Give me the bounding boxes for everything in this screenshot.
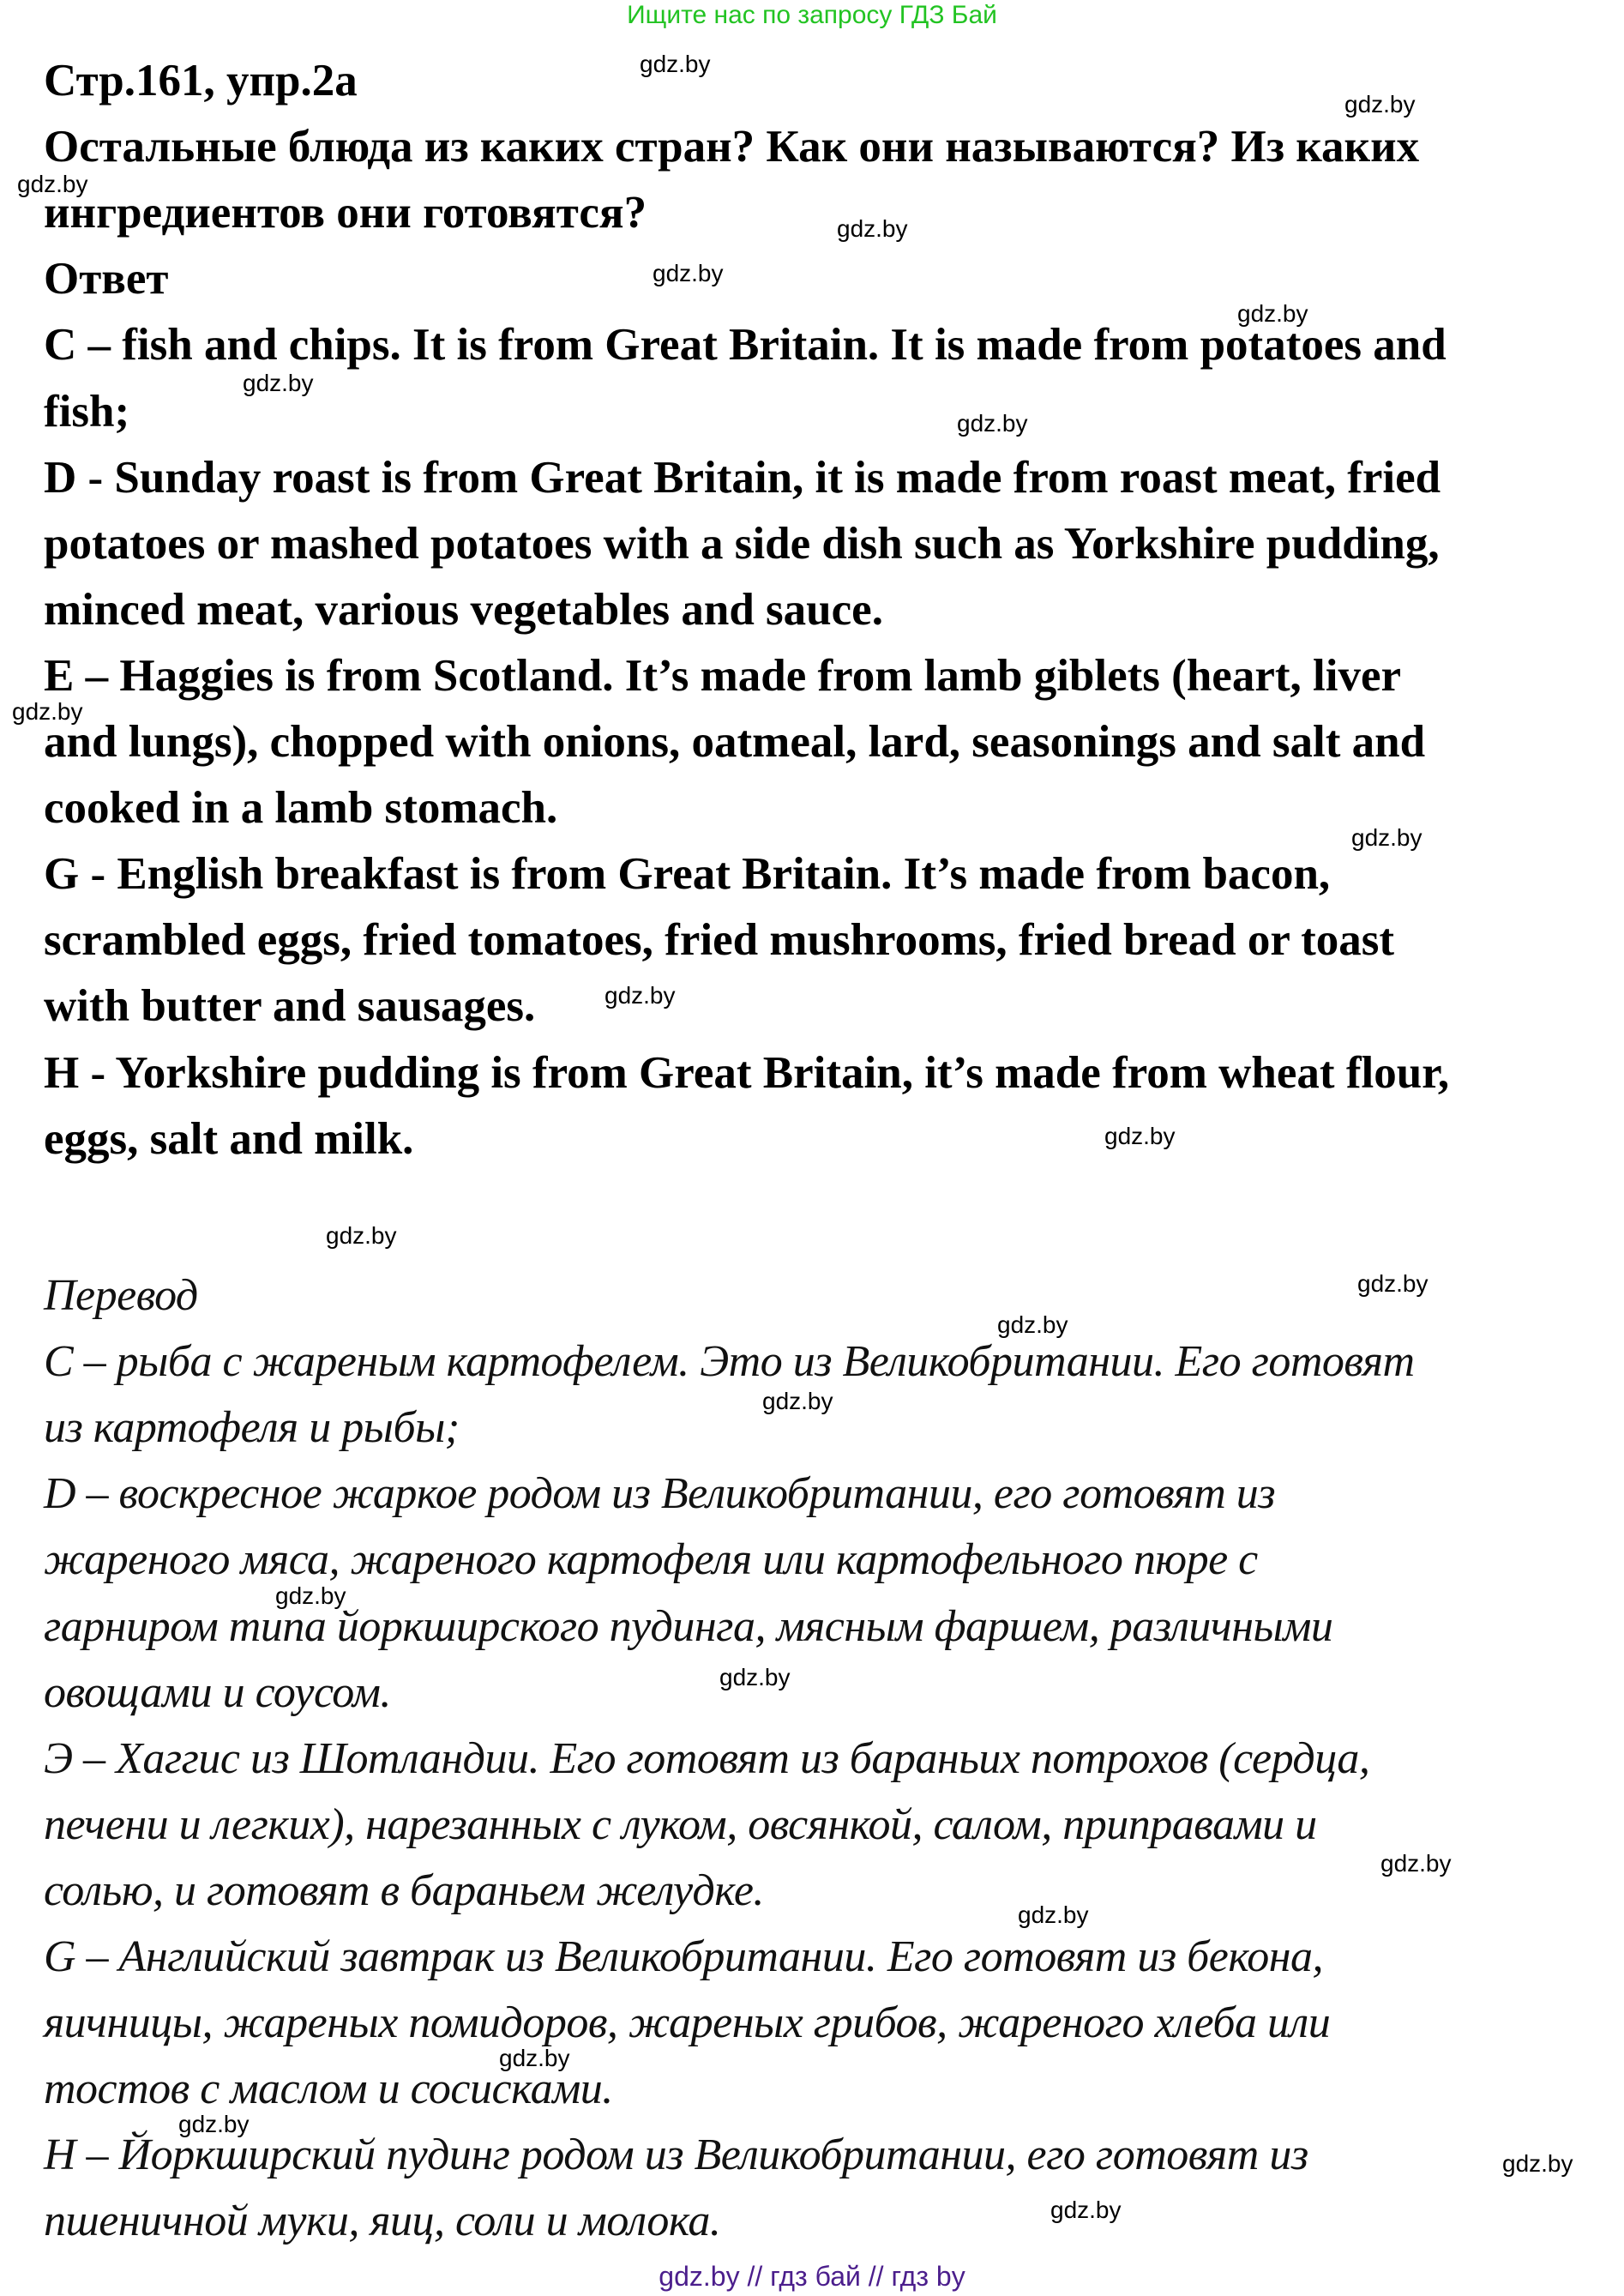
translation-line: Э – Хаггис из Шотландии. Его готовят из бараньих потрохов (сердца, — [44, 1733, 1370, 1783]
answer-line: H - Yorkshire pudding is from Great Britain, it’s made from wheat flour, — [44, 1047, 1450, 1098]
answer-line: D - Sunday roast is from Great Britain, it is made from roast meat, fried — [44, 452, 1441, 503]
answer-line: eggs, salt and milk. — [44, 1113, 414, 1164]
watermark: gdz.by — [640, 51, 711, 77]
translation-line: яичницы, жареных помидоров, жареных грибов, жареного хлеба или — [44, 1998, 1331, 2048]
answer-line: C – fish and chips. It is from Great Britain. It is made from potatoes and — [44, 320, 1447, 371]
watermark: gdz.by — [499, 2045, 570, 2071]
watermark: gdz.by — [243, 370, 314, 396]
watermark: gdz.by — [178, 2111, 250, 2137]
answer-line: cooked in a lamb stomach. — [44, 783, 558, 834]
answer-line: scrambled eggs, fried tomatoes, fried mushrooms, fried bread or toast — [44, 915, 1395, 966]
translation-heading: Перевод — [44, 1271, 198, 1320]
translation-line: C – рыба с жареным картофелем. Это из Великобритании. Его готовят — [44, 1337, 1415, 1387]
footer-links[interactable]: gdz.by // гдз бай // гдз by — [659, 2261, 965, 2292]
watermark: gdz.by — [604, 982, 676, 1009]
watermark: gdz.by — [1018, 1901, 1089, 1928]
translation-line: G – Английский завтрак из Великобритании. Его готовят из бекона, — [44, 1932, 1323, 1981]
watermark: gdz.by — [719, 1664, 791, 1690]
watermark: gdz.by — [1380, 1850, 1452, 1877]
translation-line: тостов с маслом и сосисками. — [44, 2064, 613, 2114]
answer-heading: Ответ — [44, 254, 169, 304]
translation-line: из картофеля и рыбы; — [44, 1403, 460, 1453]
question-line: ингредиентов они готовятся? — [44, 188, 647, 238]
watermark: gdz.by — [1502, 2150, 1573, 2177]
answer-line: potatoes or mashed potatoes with a side dish such as Yorkshire pudding, — [44, 518, 1440, 569]
answer-line: and lungs), chopped with onions, oatmeal, lard, seasonings and salt and — [44, 717, 1426, 767]
translation-line: печени и легких), нарезанных с луком, овсянкой, салом, приправами и — [44, 1799, 1317, 1849]
watermark: gdz.by — [1237, 300, 1308, 327]
translation-line: D – воскресное жаркое родом из Великобритании, его готовят из — [44, 1469, 1276, 1519]
translation-line: овощами и соусом. — [44, 1667, 391, 1717]
answer-line: with butter and sausages. — [44, 981, 536, 1032]
watermark: gdz.by — [1351, 824, 1423, 851]
answer-line: fish; — [44, 386, 130, 437]
watermark: gdz.by — [275, 1582, 346, 1609]
translation-line: солью, и готовят в бараньем желудке. — [44, 1865, 764, 1915]
translation-line: гарниром типа йоркширского пудинга, мясным фаршем, различными — [44, 1601, 1333, 1651]
watermark: gdz.by — [1357, 1270, 1429, 1297]
watermark: gdz.by — [12, 698, 83, 725]
translation-line: жареного мяса, жареного картофеля или картофельного пюре с — [44, 1535, 1258, 1585]
answer-line: E – Haggies is from Scotland. It’s made from lamb giblets (heart, liver — [44, 650, 1401, 701]
answer-line: minced meat, various vegetables and sauce. — [44, 584, 883, 635]
exercise-title: Стр.161, упр.2а — [44, 56, 358, 105]
watermark: gdz.by — [997, 1311, 1068, 1338]
watermark: gdz.by — [1344, 91, 1416, 118]
watermark: gdz.by — [1104, 1123, 1176, 1149]
translation-line: H – Йоркширский пудинг родом из Великобритании, его готовят из — [44, 2130, 1308, 2180]
watermark: gdz.by — [17, 171, 88, 197]
watermark: gdz.by — [837, 215, 908, 242]
watermark: gdz.by — [653, 260, 724, 286]
watermark: gdz.by — [1050, 2197, 1122, 2223]
translation-line: пшеничной муки, яиц, соли и молока. — [44, 2197, 721, 2246]
search-hint-banner[interactable]: Ищите нас по запросу ГДЗ Бай — [627, 1, 997, 29]
answer-line: G - English breakfast is from Great Britain. It’s made from bacon, — [44, 849, 1331, 900]
question-line: Остальные блюда из каких стран? Как они называются? Из каких — [44, 122, 1420, 172]
watermark: gdz.by — [957, 410, 1028, 437]
watermark: gdz.by — [326, 1222, 397, 1249]
watermark: gdz.by — [762, 1388, 833, 1414]
